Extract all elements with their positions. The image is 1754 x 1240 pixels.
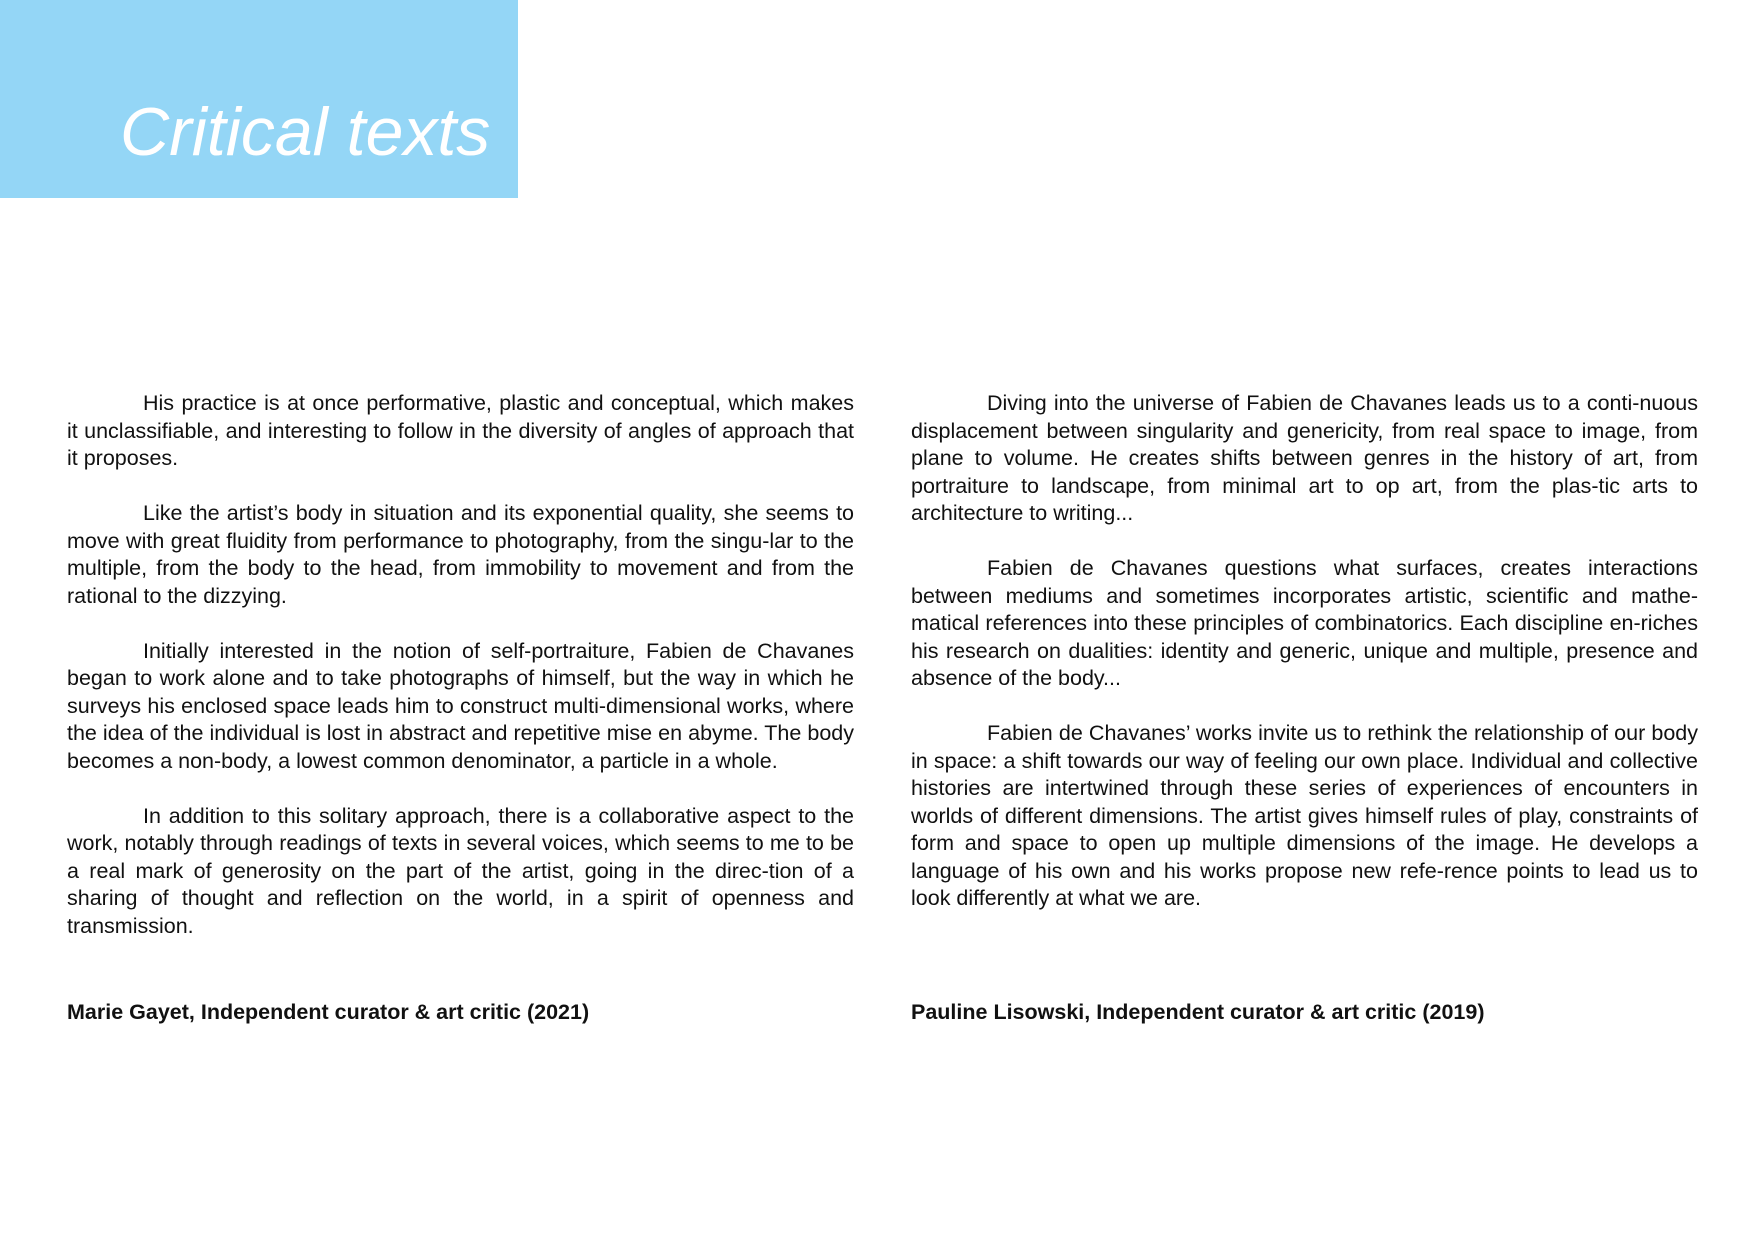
left-paragraph-2: Like the artist’s body in situation and its exponential quality, she seems to move with great fluidity from performance to photography, from the singu-lar to the multiple, from the body to the head, from immobility to movement and from the rational to the dizzying. [67, 501, 854, 608]
left-paragraph-4: In addition to this solitary approach, there is a collaborative aspect to the work, notably through readings of texts in several voices, which seems to me to be a real mark of generosity on the part of the artist, going in the direc-tion of a sharing of thought and reflection on the world, in a spirit of openness and transmission. [67, 803, 854, 938]
page-title: Critical texts [120, 94, 491, 170]
left-paragraph-1: His practice is at once performative, plastic and conceptual, which makes it unclassifiable, and interesting to follow in the diversity of angles of approach that it proposes. [67, 391, 854, 470]
right-paragraph-1: Diving into the universe of Fabien de Chavanes leads us to a conti-nuous displacement between singularity and genericity, from real space to image, from plane to volume. He creates shifts between genres in the history of art, from portraiture to landscape, from minimal art to op art, from the plas-tic arts to architecture to writing... [911, 391, 1698, 525]
right-paragraph-3: Fabien de Chavanes’ works invite us to rethink the relationship of our body in space: a shift towards our way of feeling our own place. Individual and collective histories are intertwined through these series of experiences of encounters in worlds of different dimensions. The artist gives himself rules of play, constraints of form and space to open up multiple dimensions of the image. He develops a language of his own and his works propose new refe-rence points to lead us to look differently at what we are. [911, 721, 1698, 910]
left-text-column [67, 390, 854, 940]
right-paragraph-2: Fabien de Chavanes questions what surfaces, creates interactions between mediums and sometimes incorporates artistic, scientific and mathe-matical references into these principles of combinatorics. Each discipline en-riches his research on dualities: identity and generic, unique and multiple, presence and absence of the body... [911, 556, 1698, 690]
title-block [0, 0, 518, 198]
right-text-column [911, 390, 1698, 913]
left-paragraph-3: Initially interested in the notion of self-portraiture, Fabien de Chavanes began to work alone and to take photographs of himself, but the way in which he surveys his enclosed space leads him to construct multi-dimensional works, where the idea of the individual is lost in abstract and repetitive mise en abyme. The body becomes a non-body, a lowest common denominator, a particle in a whole. [67, 638, 854, 773]
right-author-credit: Pauline Lisowski, Independent curator & art critic (2019) [911, 1000, 1485, 1024]
left-author-credit: Marie Gayet, Independent curator & art critic (2021) [67, 1000, 590, 1024]
